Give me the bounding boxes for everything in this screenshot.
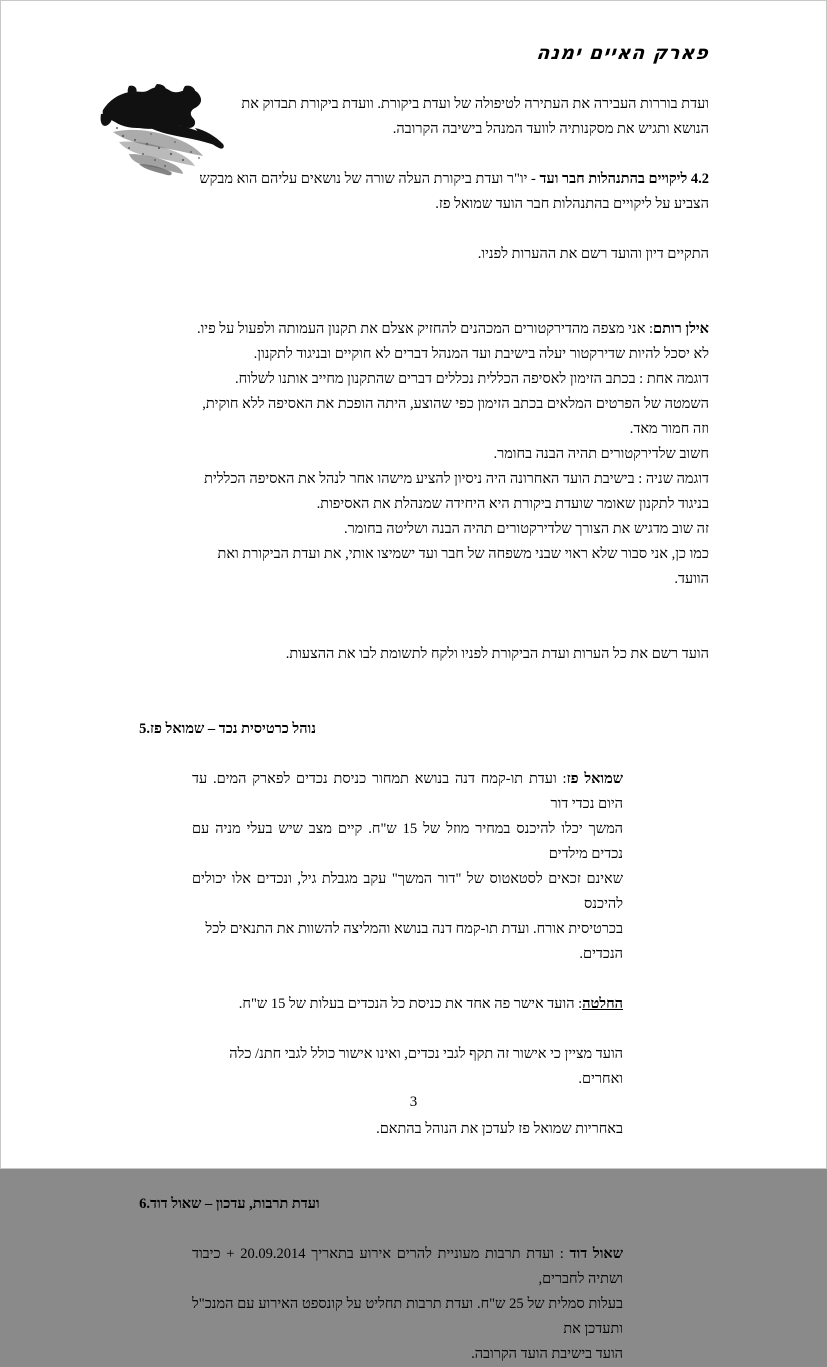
paragraph-section-5-body — [108, 767, 709, 967]
ilan-line-1-rest: : אני מצפה מהדירקטורים המכהנים להחזיק אצלם את תקנון העמותה ולפעול על פיו. — [196, 321, 654, 337]
paragraph-speaker-ilan — [108, 317, 709, 592]
paragraph-decision-note — [108, 1042, 709, 1092]
spacer-2 — [108, 217, 709, 242]
spacer-5 — [108, 592, 709, 617]
header-title: פארק האיים ימנה — [535, 42, 711, 64]
ilan-line-9: זה שוב מדגיש את הצורך שלדירקטורים תהיה הבנה ושליטה בחומר. — [344, 521, 709, 537]
spacer-7 — [108, 667, 709, 692]
spacer-15 — [108, 1217, 709, 1242]
shmuel-line-4: בכרטיסית אורח. ועדת תו-קמח דנה בנושא והמליצה להשוות את התנאים לכל הנכדים. — [205, 921, 623, 962]
spacer-8 — [108, 692, 709, 717]
intro-line-2: הנושא ותגיש את מסקנותיה לוועד המנהל בישיבה הקרובה. — [392, 121, 709, 137]
spacer-11 — [108, 1017, 709, 1042]
ilan-line-5: וזה חמור מאד. — [629, 421, 709, 437]
page-number: 3 — [409, 1094, 418, 1110]
paragraph-decision — [108, 992, 709, 1017]
spacer-3 — [108, 267, 709, 292]
spacer-14 — [108, 1167, 709, 1192]
ilan-speaker-name: אילן רותם — [653, 321, 709, 337]
decision-note-line: הועד מציין כי אישור זה תקף לגבי נכדים, ואינו אישור כולל לגבי חתנ/ כלה ואחרים. — [229, 1046, 623, 1087]
spacer-9 — [108, 742, 709, 767]
shmuel-line-1-rest: : ועדת תו-קמח דנה בנושא תמחור כניסת נכדים לפארק המים. עד היום נכדי דור — [192, 771, 623, 812]
shmuel-line-1 — [192, 767, 623, 817]
spacer-4 — [108, 292, 709, 317]
shaul-line-2: בעלות סמלית של 25 ש"ח. ועדת תרבות תחליט על קונספט האירוע עם המנכ"ל ותעדכן את — [192, 1296, 623, 1337]
section-5-number: .5 — [139, 721, 150, 737]
shaul-line-1-rest: : ועדת תרבות מעוניית להרים אירוע בתאריך 20.09.2014 + כיבוד ושתיה לחברים, — [192, 1246, 623, 1287]
ilan-line-8: בניגוד לתקנון שאומר שועדת ביקורת היא היחידה שמנהלת את האסיפות. — [316, 496, 709, 512]
ilan-line-7: דוגמה שניה : בישיבת הועד האחרונה היה ניסיון להציע מישהו אחר לנהל את האסיפה הכללית — [204, 471, 709, 487]
ilan-line-4: השמטה של הפרטים המלאים בכתב הזימון כפי שהוצע, היתה הופכת את האסיפה ללא חוקית, — [202, 396, 709, 412]
intro-line-1: ועדת בוררות העבירה את העתירה לטיפולה של ועדת ביקורת. וועדת ביקורת תבדוק את — [241, 96, 709, 112]
responsibility-line: באחריות שמואל פז לעדכן את הנוהל בהתאם. — [376, 1121, 623, 1137]
section-5-title: נוהל כרטיסית נכד – שמואל פז — [150, 721, 316, 737]
ilan-line-3: דוגמה אחת : בכתב הזימון לאסיפה הכללית נכללים דברים שהתקנון מחייב אותנו לשלוח. — [235, 371, 709, 387]
spacer-6 — [108, 617, 709, 642]
shaul-line-3: הועד בישיבת הועד הקרובה. — [471, 1346, 623, 1362]
ilan-line-2: לא יסכל להיות שדירקטור יעלה בישיבת ועד המנהל דברים לא חוקיים ובניגוד לתקנון. — [253, 346, 709, 362]
section-6-title: ועדת תרבות, עדכון – שאול דוד — [150, 1196, 320, 1212]
paragraph-responsibility — [108, 1117, 709, 1142]
shmuel-speaker-name: שמואל פז — [566, 771, 623, 787]
paragraph-intro — [108, 92, 709, 142]
document-body — [108, 92, 709, 1367]
section-4-2-heading-rest: - יו"ר ועדת ביקורת העלה שורה של נושאים עליהם הוא מבקש — [199, 171, 540, 187]
decision-text: : הועד אישר פה אחד את כניסת כל הנכדים בעלות של 15 ש"ח. — [238, 996, 583, 1012]
discussion-note-line: התקיים דיון והועד רשם את ההערות לפניו. — [477, 246, 709, 262]
paragraph-discussion-note — [108, 242, 709, 267]
spacer-10 — [108, 967, 709, 992]
document-header — [118, 40, 709, 74]
section-5-heading — [108, 717, 709, 742]
ilan-line-11: הוועד. — [674, 571, 709, 587]
shaul-speaker-name: שאול דוד — [569, 1246, 623, 1262]
shaul-line-1 — [192, 1242, 623, 1292]
paragraph-closing-note — [108, 642, 709, 667]
paragraph-section-6-body — [108, 1242, 709, 1367]
shmuel-line-2: המשך יכלו להיכנס במחיר מוזל של 15 ש"ח. קיים מצב שיש בעלי מניה עם נכדים מילדים — [192, 821, 623, 862]
section-6-heading — [108, 1192, 709, 1217]
paragraph-section-4-2 — [108, 167, 709, 217]
section-4-2-number: 4.2 — [690, 171, 709, 187]
closing-note-line: הועד רשם את כל הערות ועדת הביקורת לפניו ולקח לתשומת לבו את ההצעות. — [285, 646, 709, 662]
section-4-2-line-1 — [108, 167, 709, 192]
decision-label: החלטה — [582, 996, 623, 1012]
section-6-number: .6 — [139, 1196, 150, 1212]
ilan-line-1 — [108, 317, 709, 342]
ilan-line-10: כמו כן, אני סבור שלא ראוי שבני משפחה של חבר ועד ישמיצו אותי, את ועדת הביקורת ואת — [217, 546, 709, 562]
section-4-2-heading: ליקויים בהתנהלות חבר ועד — [539, 171, 688, 187]
spacer-13 — [108, 1142, 709, 1167]
shmuel-line-3: שאינם זכאים לסטאטוס של "דור המשך" עקב מגבלת גיל, ונכדים אלו יכולים להיכנס — [192, 871, 623, 912]
decision-line — [192, 992, 623, 1017]
spacer-1 — [108, 142, 709, 167]
ilan-line-6: חשוב שלדירקטורים תהיה הבנה בחומר. — [493, 446, 709, 462]
section-4-2-line-2: הצביע על ליקויים בהתנהלות חבר הועד שמואל פז. — [435, 196, 709, 212]
